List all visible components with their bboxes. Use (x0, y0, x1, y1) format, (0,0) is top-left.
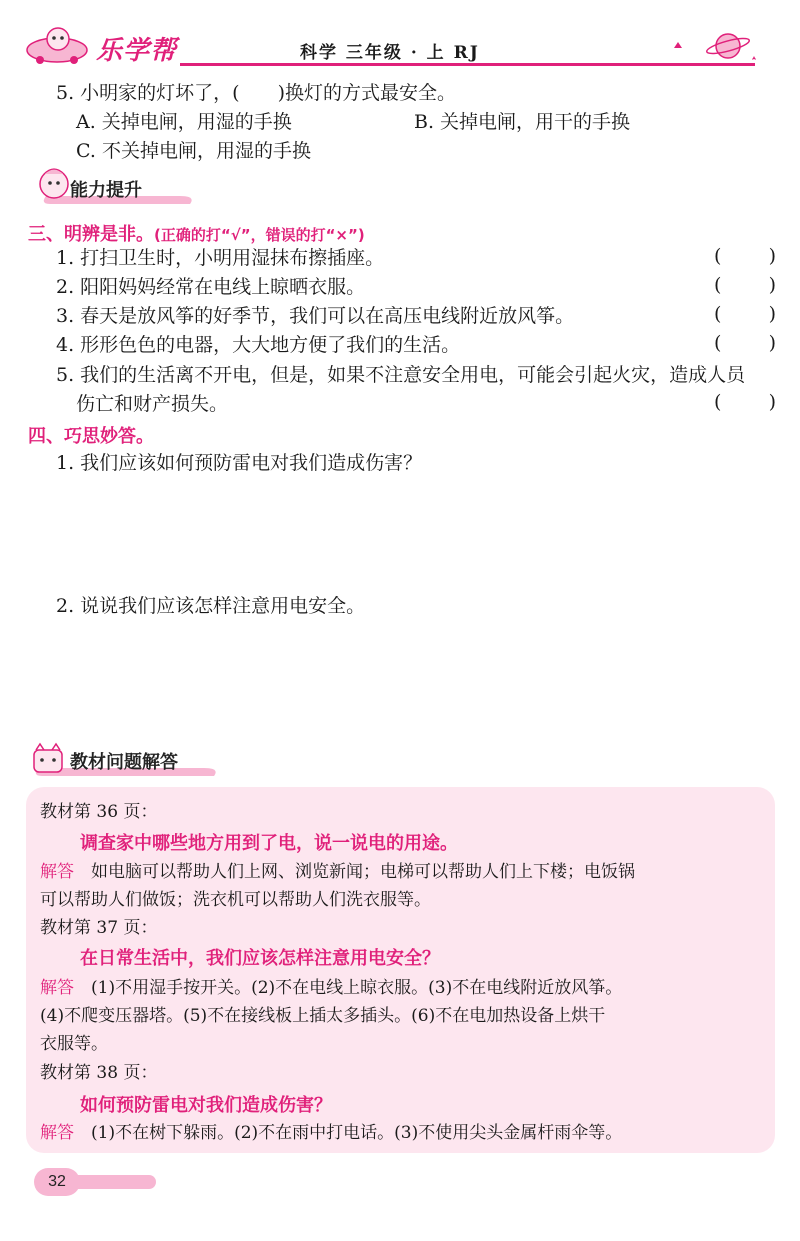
mascot-car-icon (22, 24, 92, 64)
textbook-page-37-answer-line-3: 衣服等。 (40, 1034, 108, 1054)
textbook-page-38-question: 如何预防雷电对我们造成伤害？ (80, 1095, 332, 1116)
judge-item-5-continued: 伤亡和财产损失。 (76, 393, 229, 415)
textbook-page-37-answer-line-1: 解答 (1)不用湿手按开关。(2)不在电线上晾衣服。(3)不在电线附近放风筝。 (40, 978, 623, 998)
textbook-page-36-label: 教材第 36 页： (40, 802, 158, 822)
ability-badge-title: 能力提升 (70, 180, 142, 201)
page-header (0, 0, 800, 70)
answer-label: 解答 (40, 978, 74, 998)
judge-item-4: 4. 形形色色的电器，大大地方便了我们的生活。 (56, 334, 461, 356)
textbook-page-37-question: 在日常生活中，我们应该怎样注意用电安全？ (80, 948, 440, 969)
open-question-2: 2. 说说我们应该怎样注意用电安全。 (56, 595, 366, 617)
answer-blank-3: ( ) (714, 303, 776, 325)
textbook-page-36-answer-line-1: 解答 如电脑可以帮助人们上网、浏览新闻；电梯可以帮助人们上下楼；电饭锅 (40, 862, 635, 882)
section-3-title (28, 220, 365, 246)
answer-blank-5: ( ) (714, 391, 776, 413)
answer-label: 解答 (40, 862, 74, 882)
section-3-heading: 三、明辨是非。 (28, 224, 154, 245)
header-rule (180, 63, 755, 66)
open-question-1: 1. 我们应该如何预防雷电对我们造成伤害？ (56, 452, 423, 474)
textbook-page-36-answer-line-2: 可以帮助人们做饭；洗衣机可以帮助人们洗衣服等。 (40, 890, 431, 910)
answer-blank-2: ( ) (714, 274, 776, 296)
page-subject-header: 科学 三年级 · 上 RJ (300, 43, 480, 63)
textbook-badge-title: 教材问题解答 (70, 752, 178, 773)
planet-decoration-icon (668, 30, 758, 66)
textbook-page-38-answer-line-1: 解答 (1)不在树下躲雨。(2)不在雨中打电话。(3)不使用尖头金属杆雨伞等。 (40, 1123, 623, 1143)
textbook-page-37-answer-line-2: (4)不爬变压器塔。(5)不在接线板上插太多插头。(6)不在电加热设备上烘干 (40, 1006, 606, 1026)
section-4-title: 四、巧思妙答。 (28, 426, 154, 447)
judge-item-2: 2. 阳阳妈妈经常在电线上晾晒衣服。 (56, 276, 366, 298)
textbook-page-36-question: 调查家中哪些地方用到了电，说一说电的用途。 (80, 833, 458, 854)
answer-blank-4: ( ) (714, 332, 776, 354)
judge-item-5: 5. 我们的生活离不开电，但是，如果不注意安全用电，可能会引起火灾，造成人员 (56, 364, 746, 386)
answer-label: 解答 (40, 1123, 74, 1143)
option-c: C. 不关掉电闸，用湿的手换 (76, 140, 311, 162)
answer-blank-1: ( ) (714, 245, 776, 267)
textbook-page-38-label: 教材第 38 页： (40, 1063, 158, 1083)
judge-item-3: 3. 春天是放风筝的好季节，我们可以在高压电线附近放风筝。 (56, 305, 575, 327)
brand-logo: 乐学帮 (96, 36, 178, 66)
question-5-stem: 5. 小明家的灯坏了，( )换灯的方式最安全。 (56, 82, 456, 104)
footer-bar (76, 1175, 156, 1189)
judge-item-1: 1. 打扫卫生时，小明用湿抹布擦插座。 (56, 247, 385, 269)
option-b: B. 关掉电闸，用干的手换 (414, 111, 631, 133)
option-a: A. 关掉电闸，用湿的手换 (76, 111, 292, 133)
textbook-page-37-label: 教材第 37 页： (40, 918, 158, 938)
page-number: 32 (34, 1168, 80, 1196)
section-3-instruction: (正确的打“√”，错误的打“×”) (154, 226, 365, 244)
